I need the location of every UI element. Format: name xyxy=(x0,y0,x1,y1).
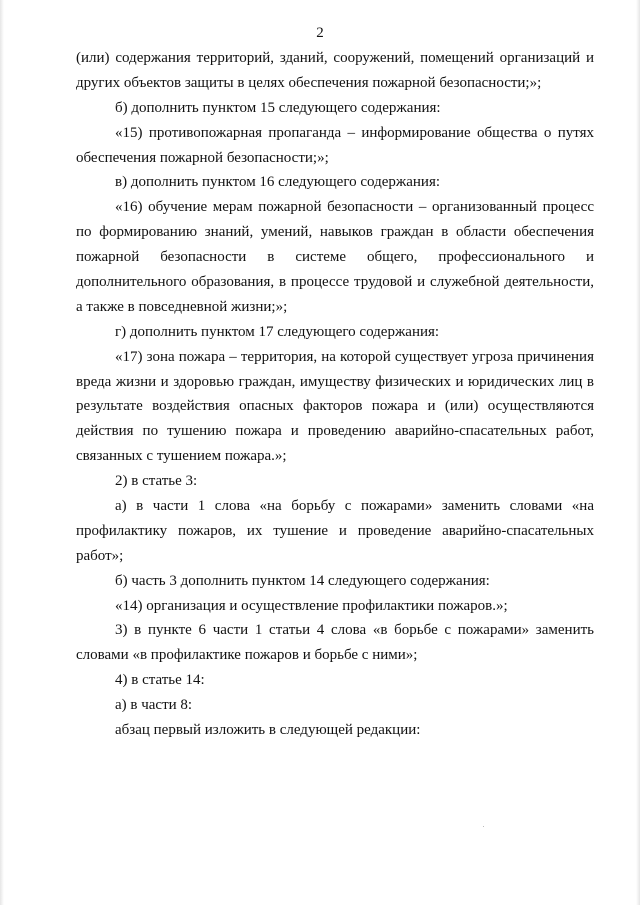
text-line: результате воздействия опасных факторов пожара и (или) осуществляются xyxy=(76,398,594,415)
text-line: б) часть 3 дополнить пунктом 14 следующего содержания: xyxy=(115,572,490,589)
text-line: 2) в статье 3: xyxy=(115,473,198,490)
scan-edge-right xyxy=(636,0,640,905)
scan-speck xyxy=(483,826,484,827)
text-line: обеспечения пожарной безопасности;»; xyxy=(76,149,329,166)
text-line: словами «в профилактике пожаров и борьбе с ними»; xyxy=(76,647,418,664)
text-line: «15) противопожарная пропаганда – информирование общества о путях xyxy=(115,124,594,141)
text-line: профилактику пожаров, их тушение и проведение аварийно-спасательных xyxy=(76,522,594,539)
text-line: в) дополнить пунктом 16 следующего содержания: xyxy=(115,174,441,191)
text-line: вреда жизни и здоровью граждан, имуществу физических и юридических лиц в xyxy=(76,373,594,390)
text-line: дополнительного образования, в процессе трудовой и служебной деятельности, xyxy=(76,274,594,291)
text-line: 3) в пункте 6 части 1 статьи 4 слова «в борьбе с пожарами» заменить xyxy=(115,622,594,639)
text-line: работ»; xyxy=(76,547,124,564)
page-number: 2 xyxy=(316,25,324,41)
text-line: связанных с тушением пожара.»; xyxy=(76,448,287,465)
text-line: б) дополнить пунктом 15 следующего содержания: xyxy=(115,99,441,116)
text-line: «16) обучение мерам пожарной безопасности – организованный процесс xyxy=(115,199,594,216)
text-line: по формированию знаний, умений, навыков граждан в области обеспечения xyxy=(76,224,594,241)
text-line: действия по тушению пожара и проведению аварийно-спасательных работ, xyxy=(76,423,594,440)
text-line: г) дополнить пунктом 17 следующего содержания: xyxy=(115,323,440,340)
text-line: абзац первый изложить в следующей редакции: xyxy=(115,722,421,739)
text-line: (или) содержания территорий, зданий, сооружений, помещений организаций и xyxy=(76,50,594,66)
text-line: 4) в статье 14: xyxy=(115,672,205,689)
text-line: «17) зона пожара – территория, на которой существует угроза причинения xyxy=(115,348,594,365)
text-line: других объектов защиты в целях обеспечения пожарной безопасности;»; xyxy=(76,74,542,91)
document-body xyxy=(76,46,594,743)
text-line: пожарной безопасности в системе общего, профессионального и xyxy=(76,249,594,266)
scan-edge-left xyxy=(0,0,4,905)
text-line: «14) организация и осуществление профилактики пожаров.»; xyxy=(115,597,508,614)
text-line: а) в части 1 слова «на борьбу с пожарами» заменить словами «на xyxy=(115,498,594,515)
text-line: а также в повседневной жизни;»; xyxy=(76,298,288,315)
text-line: а) в части 8: xyxy=(115,697,193,714)
